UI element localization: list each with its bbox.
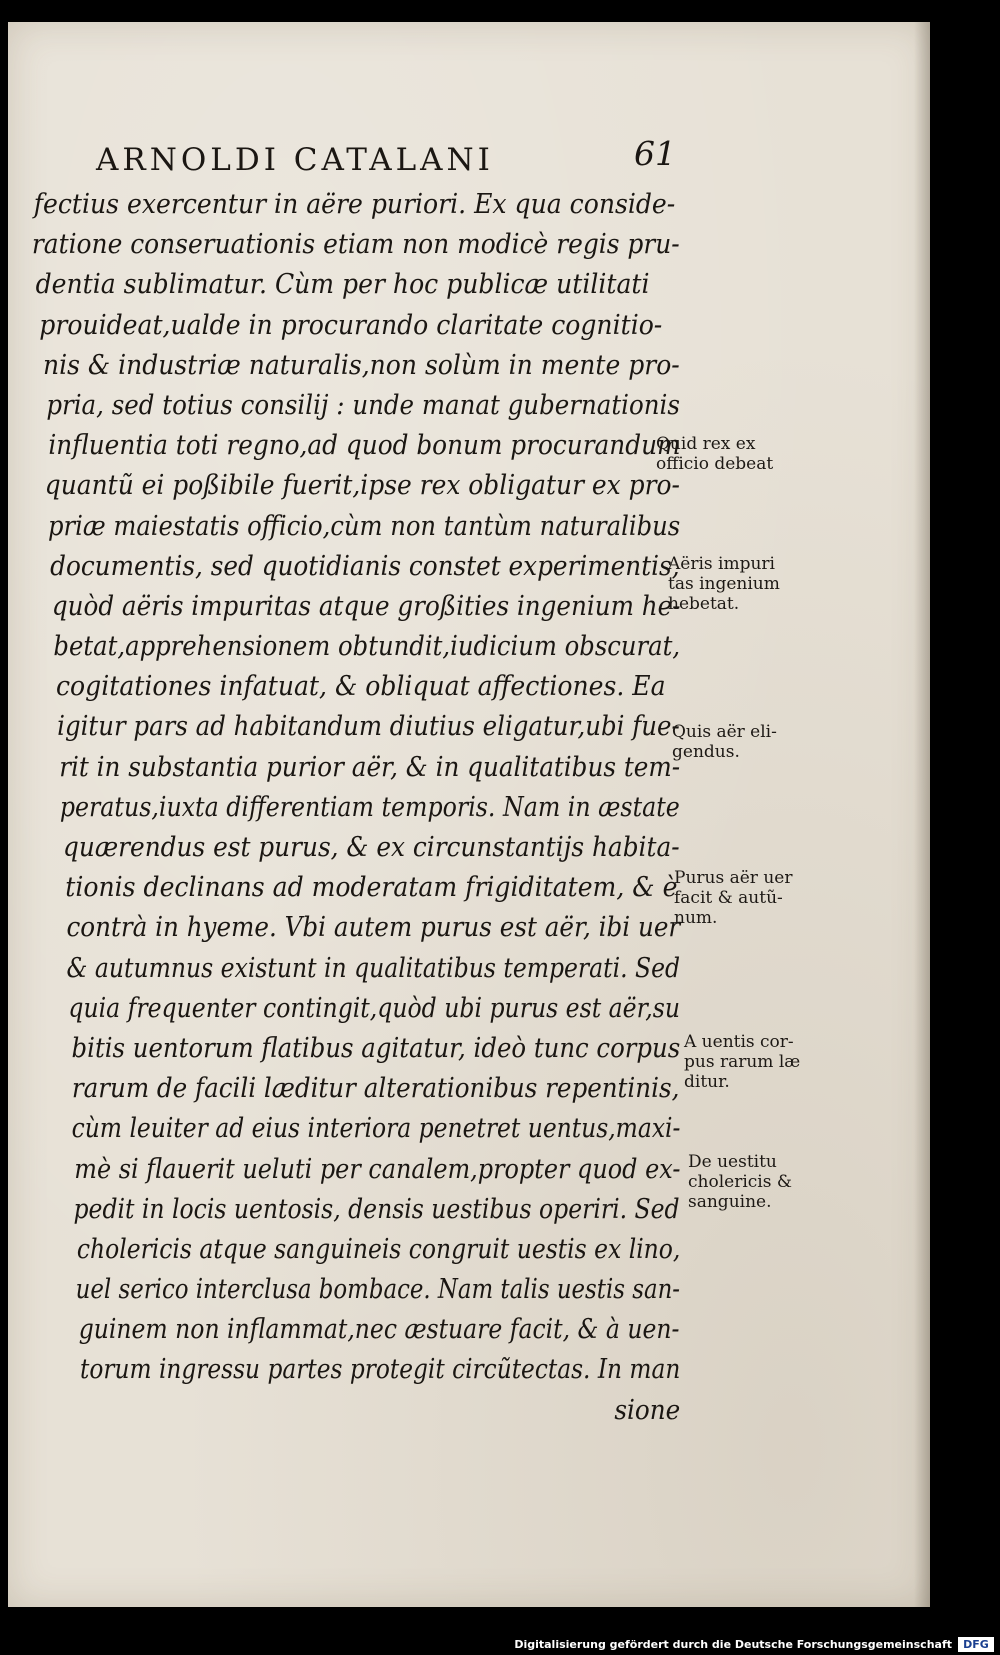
- page-number: 61: [634, 134, 676, 173]
- footer-bar: [0, 1636, 1000, 1655]
- text-line: cogitationes infatuat, & obliquat affectiones. Ea: [56, 671, 666, 703]
- text-line: quantũ ei poßibile fuerit,ipse rex obligatur ex pro-: [44, 470, 680, 502]
- margin-note: [656, 434, 773, 474]
- margin-note: [672, 722, 777, 762]
- margin-note-line: cholericis &: [688, 1172, 792, 1192]
- text-line: uel serico interclusa bombace. Nam talis uestis san-: [75, 1274, 681, 1306]
- text-line: quòd aëris impuritas atque großities ingenium he-: [51, 590, 681, 622]
- text-line: contrà in hyeme. Vbi autem purus est aër, ibi uer: [66, 912, 681, 944]
- text-line: & autumnus existunt in qualitatibus temperati. Sed: [66, 952, 681, 984]
- margin-note: [674, 868, 792, 928]
- text-line: rarum de facili læditur alterationibus repentinis,: [71, 1073, 680, 1105]
- text-line: priæ maiestatis officio,cùm non tantùm naturalibus: [47, 510, 681, 542]
- margin-note: [684, 1032, 800, 1092]
- margin-note-line: tas ingenium: [668, 574, 780, 594]
- dfg-logo: DFG: [958, 1637, 994, 1652]
- margin-note-line: hebetat.: [668, 594, 740, 614]
- margin-note-line: Quis aër eli-: [672, 722, 777, 742]
- text-line: dentia sublimatur. Cùm per hoc publicæ utilitati: [35, 269, 650, 301]
- margin-note-line: pus rarum læ: [684, 1052, 801, 1072]
- text-line: torum ingressu partes protegit circũtectas. In man: [79, 1354, 681, 1386]
- margin-note: [688, 1152, 792, 1212]
- text-line: prouideat,ualde in procurando claritate cognitio-: [39, 309, 663, 341]
- margin-note-line: Quid rex ex: [656, 434, 756, 454]
- text-line: influentia toti regno,ad quod bonum procurandum: [48, 430, 681, 462]
- main-text-block: [30, 185, 730, 1431]
- margin-note-line: Aëris impuri: [668, 554, 775, 574]
- text-line: nis & industriæ naturalis,non solùm in mente pro-: [42, 349, 680, 381]
- text-line: ratione conseruationis etiam non modicè regis pru-: [31, 229, 680, 261]
- margin-note-line: facit & autũ-: [674, 888, 783, 908]
- margin-note: [668, 554, 780, 614]
- book-page: [8, 22, 930, 1607]
- funding-credit: Digitalisierung gefördert durch die Deutsche Forschungsgemeinschaft: [514, 1638, 952, 1651]
- running-head: ARNOLDI CATALANI: [96, 142, 494, 178]
- margin-note-line: A uentis cor-: [684, 1032, 794, 1052]
- text-line: cholericis atque sanguineis congruit uestis ex lino,: [76, 1233, 681, 1265]
- margin-note-line: ditur.: [684, 1072, 730, 1092]
- text-line: mè si flauerit ueluti per canalem,propter quod ex-: [74, 1153, 681, 1185]
- text-line: quia frequenter contingit,quòd ubi purus est aër,su: [68, 992, 681, 1024]
- margin-note-line: De uestitu: [688, 1152, 777, 1172]
- text-line: pedit in locis uentosis, densis uestibus operiri. Sed: [73, 1193, 680, 1225]
- text-line: fectius exercentur in aëre puriori. Ex qua conside-: [33, 189, 676, 220]
- margin-note-line: officio debeat: [656, 454, 774, 474]
- text-line: cùm leuiter ad eius interiora penetret uentus,maxi-: [71, 1113, 681, 1145]
- page-edge-shadow: [914, 22, 930, 1607]
- page-header: [96, 134, 736, 184]
- text-line: pria, sed totius consilij : unde manat gubernationis: [46, 389, 680, 421]
- text-line: rit in substantia purior aër, & in qualitatibus tem-: [59, 751, 681, 783]
- text-line: igitur pars ad habitandum diutius eligatur,ubi fue-: [57, 711, 680, 743]
- text-line: peratus,iuxta differentiam temporis. Nam in æstate: [59, 791, 680, 823]
- text-line: sione: [614, 1394, 681, 1426]
- margin-note-line: gendus.: [672, 742, 740, 762]
- text-line: bitis uentorum flatibus agitatur, ideò tunc corpus: [71, 1032, 681, 1064]
- text-line: guinem non inflammat,nec æstuare facit, & à uen-: [78, 1314, 680, 1346]
- margin-note-line: Purus aër uer: [674, 868, 793, 888]
- text-line: quærendus est purus, & ex circunstantijs habita-: [63, 832, 680, 863]
- text-line: documentis, sed quotidianis constet experimentis,: [50, 550, 680, 582]
- text-line: betat,apprehensionem obtundit,iudicium obscurat,: [53, 631, 681, 663]
- margin-note-line: num.: [674, 908, 718, 928]
- text-line: tionis declinans ad moderatam frigiditatem, & è: [65, 872, 678, 904]
- margin-note-line: sanguine.: [688, 1192, 772, 1212]
